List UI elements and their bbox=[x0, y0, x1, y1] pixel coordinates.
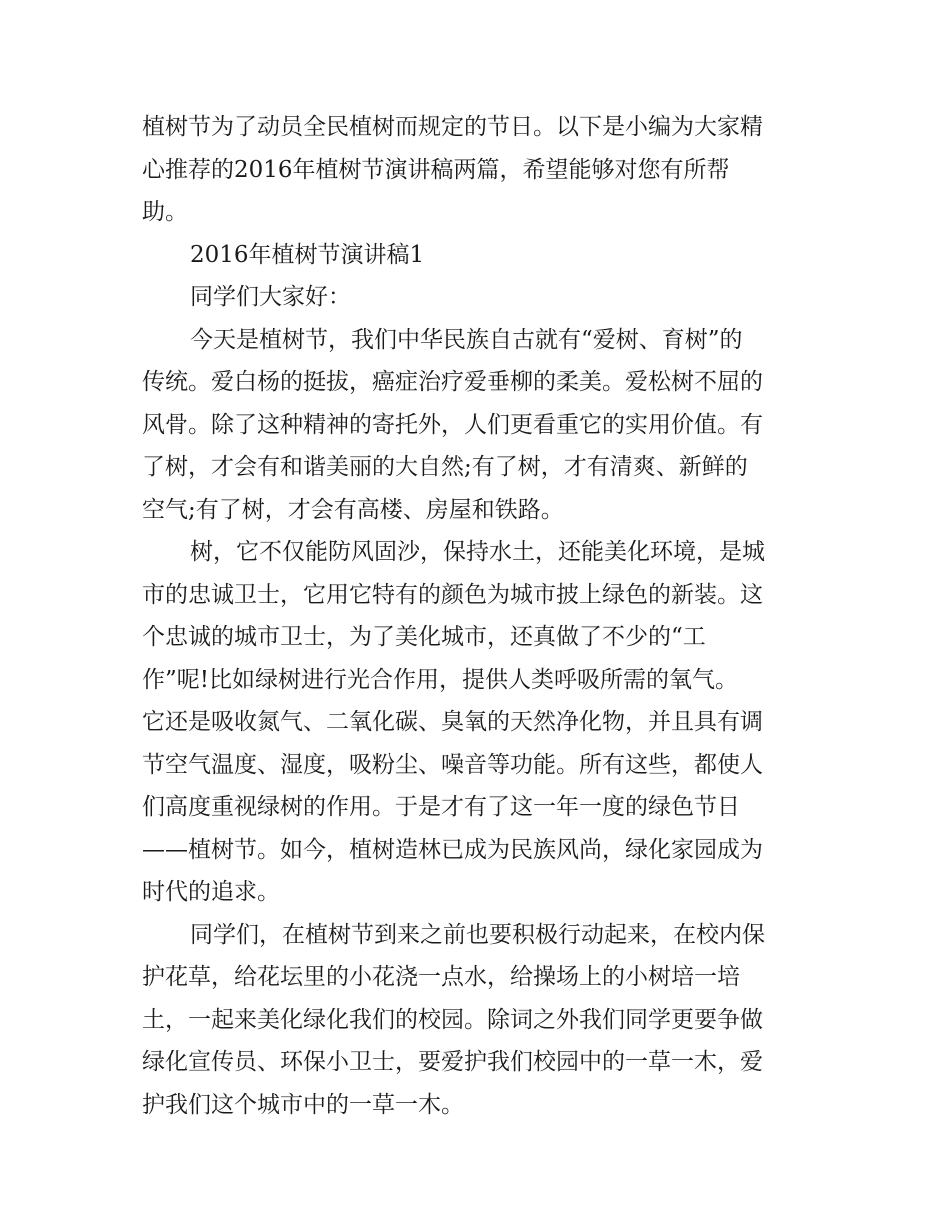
paragraph-2-line-4: 作”呢!比如绿树进行光合作用，提供人类呼吸所需的氧气。 bbox=[142, 666, 739, 693]
paragraph-3-line-3: 土，一起来美化绿化我们的校园。除词之外我们同学更要争做 bbox=[142, 1006, 763, 1033]
intro-line-2: 心推荐的2016年植树节演讲稿两篇，希望能够对您有所帮 bbox=[142, 156, 730, 183]
greeting: 同学们大家好： bbox=[190, 284, 351, 310]
paragraph-1-line-5: 空气;有了树，才会有高楼、房屋和铁路。 bbox=[142, 496, 564, 523]
paragraph-2-line-3: 个忠诚的城市卫士，为了美化城市，还真做了不少的“工 bbox=[142, 624, 706, 650]
document-body bbox=[142, 106, 812, 1126]
paragraph-2-line-9: 时代的追求。 bbox=[142, 879, 280, 905]
paragraph-2-line-6: 节空气温度、湿度，吸粉尘、噪音等功能。所有这些，都使人 bbox=[142, 751, 763, 778]
paragraph-2-line-5: 它还是吸收氮气、二氧化碳、臭氧的天然净化物，并且具有调 bbox=[142, 709, 763, 735]
paragraph-2-line-8: ——植树节。如今，植树造林已成为民族风尚，绿化家园成为 bbox=[142, 836, 763, 863]
intro-line-3: 助。 bbox=[142, 199, 188, 225]
speech-title: 2016年植树节演讲稿1 bbox=[190, 241, 425, 268]
paragraph-3-line-2: 护花草，给花坛里的小花浇一点水，给操场上的小树培一培 bbox=[142, 964, 740, 990]
paragraph-3-line-1: 同学们，在植树节到来之前也要积极行动起来，在校内保 bbox=[190, 921, 765, 948]
paragraph-1-line-4: 了树，才会有和谐美丽的大自然;有了树，才有清爽、新鲜的 bbox=[142, 454, 748, 480]
paragraph-1-line-1: 今天是植树节，我们中华民族自古就有“爱树、育树”的 bbox=[190, 326, 743, 353]
paragraph-2-line-2: 市的忠诚卫士，它用它特有的颜色为城市披上绿色的新装。这 bbox=[142, 581, 763, 608]
paragraph-2-line-7: 们高度重视绿树的作用。于是才有了这一年一度的绿色节日 bbox=[142, 794, 740, 820]
paragraph-3-line-5: 护我们这个城市中的一草一木。 bbox=[142, 1091, 464, 1118]
paragraph-3-line-4: 绿化宣传员、环保小卫士，要爱护我们校园中的一草一木，爱 bbox=[142, 1049, 763, 1075]
paragraph-2-line-1: 树，它不仅能防风固沙，保持水土，还能美化环境，是城 bbox=[190, 539, 765, 565]
paragraph-1-line-2: 传统。爱白杨的挺拔，癌症治疗爱垂柳的柔美。爱松树不屈的 bbox=[142, 369, 763, 395]
paragraph-1-line-3: 风骨。除了这种精神的寄托外，人们更看重它的实用价值。有 bbox=[142, 411, 763, 438]
intro-line-1: 植树节为了动员全民植树而规定的节日。以下是小编为大家精 bbox=[142, 114, 763, 140]
